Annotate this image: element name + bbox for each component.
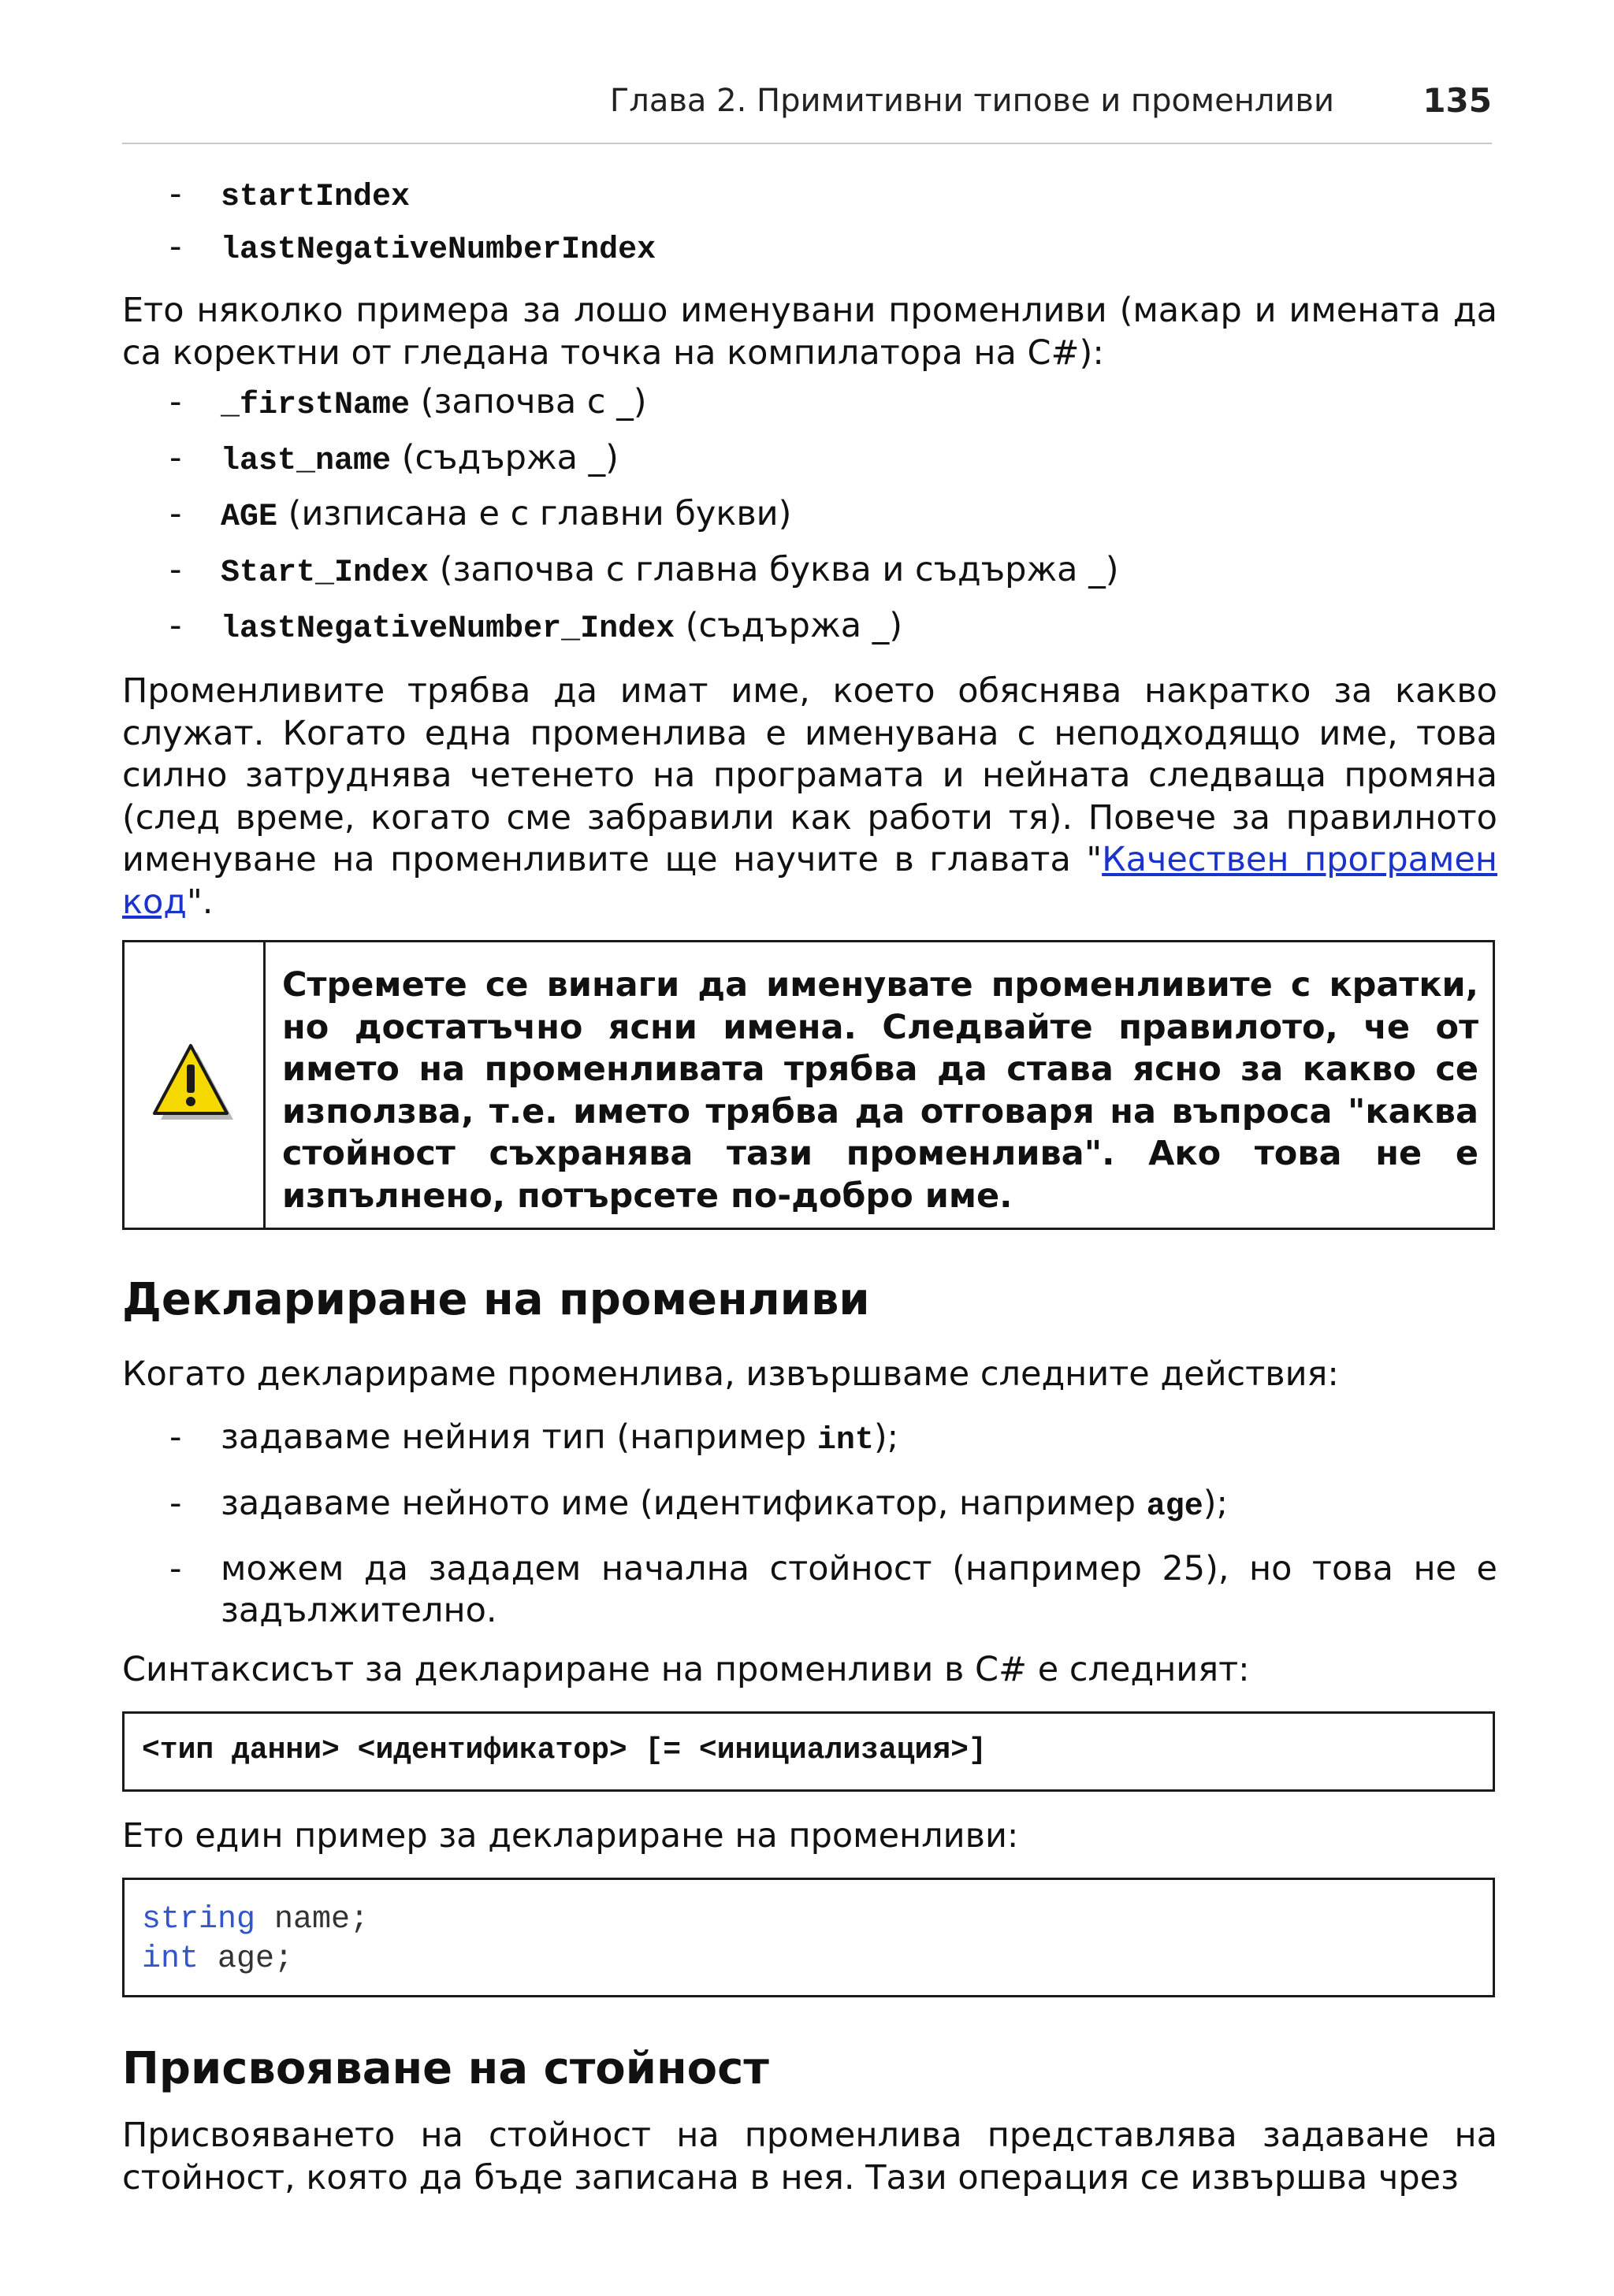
naming-paragraph: Променливите трябва да имат име, което обяснява накратко за какво служат. Когато една променлива е именувана с неподходящо име, това силно затруднява четенето на програмата и нейната следваща промяна (след време, когато сме забравили как работи тя). Повече за правилното именуване на променливите ще научите в главата "Качествен програмен код". (122, 671, 1497, 922)
list-item: - _firstName (започва с _) (169, 382, 647, 423)
chapter-title: Глава 2. Примитивни типове и променливи (609, 83, 1334, 119)
identifier-note: (съдържа _) (391, 438, 619, 477)
list-item: - lastNegativeNumberIndex (169, 227, 656, 268)
page-number: 135 (1422, 81, 1492, 120)
list-item: - lastNegativeNumber_Index (съдържа _) (169, 606, 902, 647)
quality-code-chapter-link[interactable]: Качествен програмен код (122, 840, 1497, 922)
inline-code: int (816, 1423, 874, 1458)
identifier-note: (изписана е с главни букви) (277, 494, 792, 533)
syntax-box (122, 1711, 1495, 1792)
identifier-note: (започва с _) (410, 382, 647, 422)
identifier-code: lastNegativeNumber_Index (221, 611, 675, 647)
identifier-code: Start_Index (221, 555, 430, 591)
list-item: - можем да зададем начална стойност (например 25), но това не е задължително. (169, 1549, 1497, 1630)
running-header (122, 83, 1492, 144)
list-item: - AGE (изписана е с главни букви) (169, 494, 792, 535)
inline-code: age (1146, 1489, 1203, 1525)
list-item: - startIndex (169, 174, 411, 215)
identifier-code: last_name (221, 444, 392, 479)
identifier-code: lastNegativeNumberIndex (221, 232, 656, 268)
declaring-intro: Когато декларираме променлива, извършваме следните действия: (122, 1354, 1339, 1394)
identifier-code: _firstName (221, 388, 411, 423)
list-item: - last_name (съдържа _) (169, 438, 619, 479)
section-heading: Присвояване на стойност (122, 2043, 769, 2094)
warning-icon-cell (125, 942, 266, 1228)
warning-box (122, 940, 1495, 1230)
code-line: int age; (142, 1941, 294, 1977)
identifier-code: AGE (221, 500, 278, 535)
syntax-intro: Синтаксисът за деклариране на променливи в C# е следният: (122, 1650, 1250, 1689)
identifier-code: startIndex (221, 180, 411, 215)
code-line: string name; (142, 1902, 370, 1937)
bad-names-intro: Ето няколко примера за лошо именувани променливи (макар и имената да са коректни от гледана точка на компилатора на C#): (122, 291, 1497, 373)
list-item: - задаваме нейния тип (например int); (169, 1417, 899, 1458)
identifier-note: (съдържа _) (675, 606, 902, 645)
list-item: - Start_Index (започва с главна буква и съдържа _) (169, 550, 1119, 591)
example-intro: Ето един пример за деклариране на променливи: (122, 1816, 1019, 1856)
warning-triangle-icon (150, 1041, 236, 1128)
section-heading: Деклариране на променливи (122, 1274, 870, 1325)
warning-text: Стремете се винаги да именувате променливите с кратки, но достатъчно ясни имена. Следвайте правилото, че от името на променливата трябва да става ясно за какво се използва, т.е. името трябва да отговаря на въпроса "каква стойност съхранява тази променлива". Ако това не е изпълнено, потърсете по-добро име. (282, 965, 1478, 1216)
list-item: - задаваме нейното име (идентификатор, например age); (169, 1484, 1229, 1525)
syntax-line: <тип данни> <идентификатор> [= <инициализация>] (142, 1733, 987, 1767)
code-example-box (122, 1878, 1495, 1997)
identifier-note: (започва с главна буква и съдържа _) (429, 550, 1119, 589)
assigning-paragraph: Присвояването на стойност на променлива представлява задаване на стойност, която да бъде записана в нея. Тази операция се извършва чрез (122, 2116, 1497, 2198)
code-keyword: string (142, 1902, 256, 1937)
code-keyword: int (142, 1941, 199, 1977)
